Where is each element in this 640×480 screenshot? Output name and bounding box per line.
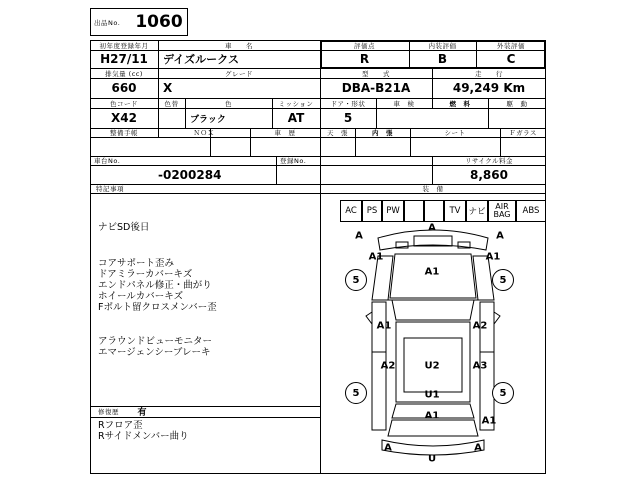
lot-number: 1060: [135, 12, 183, 32]
grade-value: X: [163, 81, 173, 95]
mark-front-left-fender: A1: [368, 251, 384, 263]
color-code-value: X42: [111, 111, 137, 125]
mark-right-front-door: A2: [472, 320, 488, 332]
color-label: 色: [225, 99, 232, 108]
mark-front-center-a: A: [428, 222, 436, 234]
recycle-fee-label: リサイクル料金: [464, 157, 514, 165]
model-code-label: 型 式: [362, 69, 390, 78]
mark-rear-right-a: A: [474, 442, 482, 454]
first-registration-label: 初年度登録年月: [99, 41, 149, 50]
nox-label: ＮＯＸ: [193, 129, 215, 137]
equipment-ps: PS: [362, 200, 382, 222]
mark-rear-hatch: A1: [424, 410, 440, 422]
mark-rear-window: U1: [424, 389, 440, 401]
tire-front-right: 5: [492, 269, 514, 291]
equipment-tv: TV: [444, 200, 466, 222]
mark-left-front-door: A1: [376, 320, 392, 332]
registration-number-label: 登録No.: [280, 157, 307, 165]
roof-lining-label: 天 張: [327, 129, 348, 137]
interior-score-label: 内装評価: [428, 41, 457, 50]
doors-value: 5: [343, 111, 353, 125]
exterior-score-label: 外装評価: [497, 41, 525, 50]
exterior-score-value: C: [506, 52, 516, 66]
fuel-label: 燃 料: [449, 99, 471, 108]
chassis-number-label: 車台No.: [94, 157, 121, 165]
equipment-label: 装 備: [422, 185, 444, 193]
front-glass-label: Ｆガラス: [509, 129, 537, 137]
grade-label: グレード: [225, 69, 253, 78]
recycle-fee-value: 8,860: [470, 167, 508, 182]
drive-label: 駆 動: [506, 99, 528, 108]
mission-label: ミッション: [278, 99, 314, 108]
color-code-label: 色コード: [110, 99, 138, 108]
notes-equipment-list: アラウンドビューモニター エマージェンシーブレーキ: [98, 336, 213, 358]
displacement-value: 660: [111, 81, 137, 95]
lot-label: 出品No.: [94, 18, 121, 27]
score-value: R: [359, 52, 370, 66]
mark-rear-right-quarter: A1: [481, 415, 497, 427]
model-code-value: DBA-B21A: [341, 81, 411, 95]
repair-history-value: 有: [137, 408, 147, 417]
displacement-label: 排気量 (cc): [105, 69, 143, 78]
inspection-label: 車 検: [393, 99, 415, 108]
color-change-label: 色替: [164, 99, 179, 108]
mileage-label: 走 行: [475, 69, 503, 78]
mark-rear-center-u: U: [427, 453, 437, 465]
history-label: 車 歴: [274, 129, 296, 137]
interior-lining-label: 内 張: [372, 129, 393, 137]
mark-front-left-a: A: [355, 230, 363, 242]
mark-roof: U2: [424, 360, 440, 372]
repair-history-detail: Rフロア歪 Rサイドメンバー曲り: [98, 420, 189, 442]
chassis-number-value: -0200284: [158, 167, 222, 182]
mark-right-rear-door: A3: [472, 360, 488, 372]
doors-label: ドア・形状: [330, 99, 366, 108]
mark-rear-left-a: A: [384, 442, 392, 454]
mark-front-right-a: A: [496, 230, 504, 242]
mark-hood: A1: [424, 266, 440, 278]
notes-label: 特記事項: [96, 185, 124, 193]
mark-front-right-fender: A1: [485, 251, 501, 263]
notes-line-navi: ナビSD後日: [98, 222, 150, 233]
equipment-airbag: AIR BAG: [488, 200, 516, 222]
notes-damage-list: コアサポート歪み ドアミラーカバーキズ エンドパネル修正・曲がり ホイールカバーキズ Fボルト留クロスメンバー歪: [98, 258, 217, 313]
equipment-navi: ナビ: [466, 200, 488, 222]
repair-history-label: 修復歴: [98, 408, 119, 416]
tire-front-left: 5: [345, 269, 367, 291]
mark-left-rear-door: A2: [380, 360, 396, 372]
equipment-abs: ABS: [516, 200, 546, 222]
tire-rear-left: 5: [345, 382, 367, 404]
car-name-value: デイズルークス: [163, 53, 240, 66]
first-registration-value: H27/11: [100, 52, 148, 66]
tire-rear-right: 5: [492, 382, 514, 404]
equipment-pw: PW: [382, 200, 404, 222]
car-name-label: 車 名: [225, 41, 253, 50]
seat-label: シート: [444, 129, 466, 137]
equipment-ac: AC: [340, 200, 362, 222]
color-value: ブラック: [190, 114, 226, 125]
interior-score-value: B: [437, 52, 448, 66]
mission-value: AT: [287, 111, 305, 125]
mileage-value: 49,249 Km: [452, 81, 526, 95]
score-label: 評価点: [354, 41, 375, 50]
maintenance-book-label: 整備手帳: [110, 129, 138, 137]
